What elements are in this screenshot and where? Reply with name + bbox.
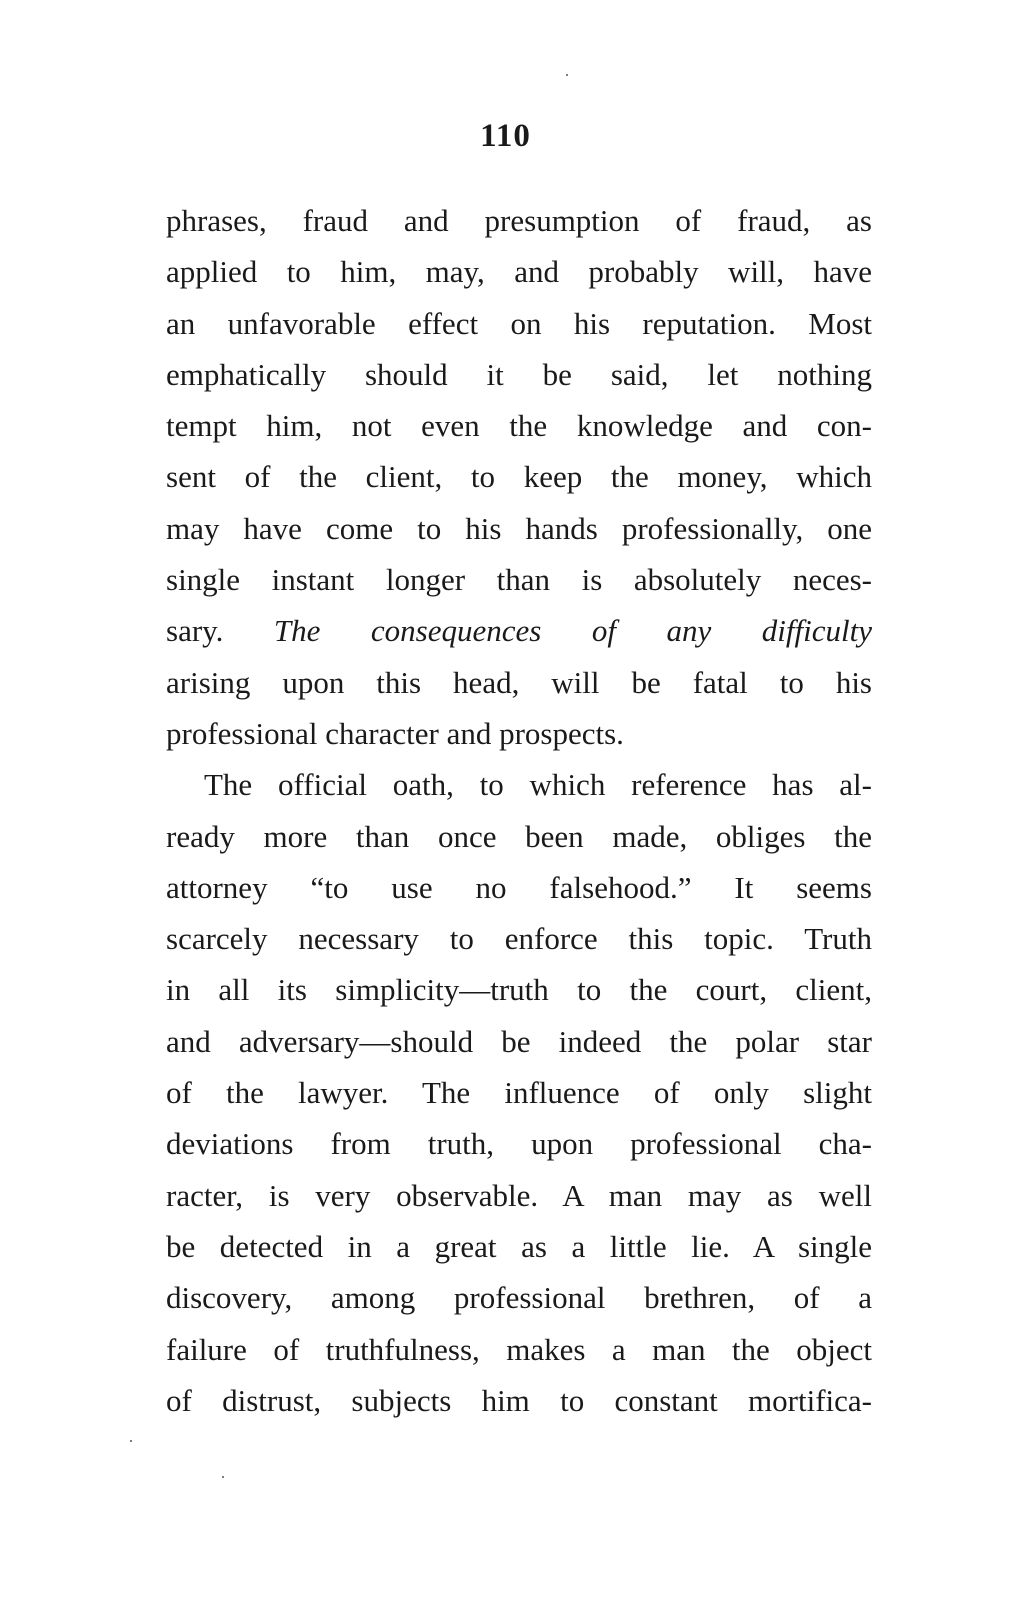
- text-line: may have come to his hands professionally, one: [166, 510, 872, 546]
- text-line: [166, 605, 872, 656]
- scan-speck: [566, 74, 568, 76]
- text-line: of the lawyer. The influence of only slight: [166, 1075, 872, 1111]
- text-line: professional character and prospects.: [166, 715, 624, 751]
- scan-speck: [222, 1476, 224, 1478]
- text-line: arising upon this head, will be fatal to his: [166, 664, 872, 700]
- text-line: deviations from truth, upon professional cha-: [166, 1126, 872, 1162]
- text-line: failure of truthfulness, makes a man the object: [166, 1331, 872, 1367]
- text-line: discovery, among professional brethren, of a: [166, 1280, 872, 1316]
- text-line: scarcely necessary to enforce this topic. Truth: [166, 921, 872, 957]
- text-line: sent of the client, to keep the money, which: [166, 459, 872, 495]
- text-line: of distrust, subjects him to constant mortifica-: [166, 1382, 872, 1418]
- text-line: The official oath, to which reference has al-: [204, 767, 872, 803]
- text-line: racter, is very observable. A man may as well: [166, 1177, 872, 1213]
- scan-speck: [130, 1440, 132, 1442]
- italic-text-run: The consequences of any difficulty: [273, 613, 872, 649]
- text-line: applied to him, may, and probably will, have: [166, 254, 872, 290]
- text-line: an unfavorable effect on his reputation. Most: [166, 305, 872, 341]
- text-line: be detected in a great as a little lie. A single: [166, 1228, 872, 1264]
- page-number: 110: [480, 118, 531, 154]
- text-line: in all its simplicity—truth to the court, client,: [166, 972, 872, 1008]
- text-line: tempt him, not even the knowledge and con-: [166, 408, 872, 444]
- text-line: phrases, fraud and presumption of fraud, as: [166, 203, 872, 238]
- text-line: ready more than once been made, obliges the: [166, 818, 872, 854]
- text-line: emphatically should it be said, let nothing: [166, 356, 872, 392]
- text-line: attorney “to use no falsehood.” It seems: [166, 869, 872, 905]
- text-line: and adversary—should be indeed the polar star: [166, 1023, 872, 1059]
- text-line: single instant longer than is absolutely neces-: [166, 562, 872, 598]
- text-run: sary.: [166, 613, 274, 649]
- body-text: [166, 195, 872, 1426]
